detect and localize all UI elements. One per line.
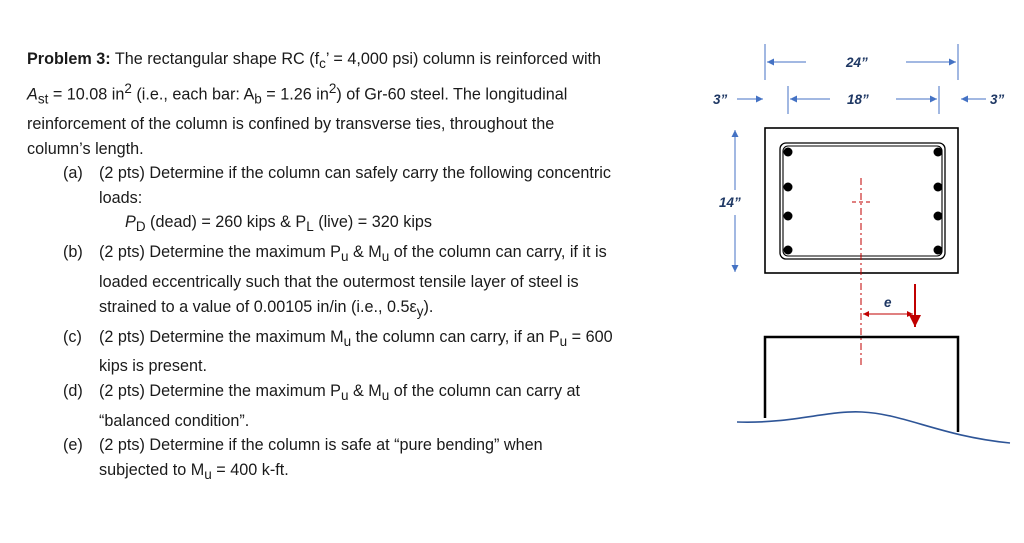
part-letter: (a): [63, 164, 83, 183]
part-sub: y: [416, 303, 424, 319]
intro-line-4: column’s length.: [27, 139, 144, 158]
part-line: kips is present.: [99, 357, 207, 376]
intro-sup: 2: [124, 80, 132, 96]
part-text: (2 pts) Determine the maximum P: [99, 243, 341, 262]
part-body: [99, 161, 707, 210]
part-line: loaded eccentrically such that the outermost tensile layer of steel is: [99, 273, 579, 292]
parts-list: [27, 161, 707, 488]
part-sub: u: [559, 333, 568, 349]
rebar: [784, 183, 793, 192]
dimension-label-14: 14”: [719, 195, 741, 210]
part-body: [99, 433, 707, 487]
part-text: subjected to M: [99, 460, 205, 479]
part-line: “balanced condition”.: [99, 411, 250, 430]
part-text: (2 pts) Determine the maximum M: [99, 327, 344, 346]
part-text: of the column can carry at: [389, 381, 581, 400]
part-line: (2 pts) Determine if the column can safely carry the following concentric: [99, 164, 611, 183]
part-line: [99, 458, 707, 488]
tie-inner: [783, 146, 942, 256]
intro-text: = 1.26 in: [261, 85, 329, 104]
intro-text: ) of Gr-60 steel. The longitudinal: [336, 85, 568, 104]
part-line: [99, 325, 707, 355]
part-text: & M: [348, 381, 382, 400]
intro-text: (i.e., each bar: A: [131, 85, 255, 104]
part-text: & M: [348, 243, 382, 262]
part-d: [63, 379, 707, 433]
intro-line-2: [27, 77, 707, 112]
part-e: [63, 433, 707, 487]
part-text: strained to a value of 0.00105 in/in (i.e., 0.5ε: [99, 297, 417, 316]
intro-text: ’ = 4,000 psi) column is reinforced with: [325, 50, 602, 68]
load-sub: L: [306, 219, 314, 235]
intro-sup: 2: [328, 80, 337, 96]
part-text: ).: [423, 297, 434, 316]
part-body: [99, 240, 707, 324]
part-text: = 600: [567, 327, 613, 346]
intro-sub: b: [254, 91, 262, 107]
part-letter: (c): [63, 327, 82, 346]
rebar: [934, 148, 943, 157]
part-line: [99, 240, 707, 270]
column-section-outline: [765, 128, 958, 273]
intro-text: A: [27, 85, 38, 104]
column-elevation: [765, 337, 958, 432]
dimension-label-24: 24”: [846, 55, 868, 70]
rebar: [934, 212, 943, 221]
dimension-label-18: 18”: [847, 92, 869, 107]
rebar: [784, 148, 793, 157]
problem-statement: [27, 47, 707, 488]
part-sub: u: [343, 333, 352, 349]
part-sub: u: [381, 249, 390, 265]
eccentricity-label: e: [884, 295, 892, 310]
dimension-label-3-left: 3”: [713, 92, 728, 107]
intro-sub: st: [37, 91, 49, 107]
part-body: [99, 325, 707, 379]
part-c: [63, 325, 707, 379]
part-text: the column can carry, if an P: [351, 327, 560, 346]
ground-line: [737, 412, 1010, 443]
tie-outer: [780, 143, 945, 259]
part-text: (2 pts) Determine the maximum P: [99, 381, 341, 400]
part-b: [63, 240, 707, 324]
load-text: (dead) = 260 kips & P: [145, 213, 307, 232]
part-text: of the column can carry, if it is: [389, 243, 607, 262]
intro-text: The rectangular shape RC (f: [110, 50, 320, 68]
dimension-label-3-right: 3”: [990, 92, 1005, 107]
intro-text: = 10.08 in: [48, 85, 125, 104]
part-letter: (e): [63, 436, 83, 455]
part-line: [99, 379, 707, 409]
part-letter: (b): [63, 243, 83, 262]
part-a: [63, 161, 707, 210]
load-sub: D: [135, 219, 146, 235]
part-line: [99, 295, 707, 325]
part-sub: u: [340, 388, 349, 404]
part-line: (2 pts) Determine if the column is safe at “pure bending” when: [99, 436, 543, 455]
part-sub: u: [204, 467, 212, 483]
intro-line-3: reinforcement of the column is confined by transverse ties, throughout the: [27, 115, 555, 134]
part-text: = 400 k-ft.: [211, 460, 289, 479]
intro-line-1: [27, 47, 707, 77]
rebar-group: [784, 148, 943, 255]
part-sub: u: [340, 249, 349, 265]
intro-sub: c: [319, 56, 326, 72]
rebar: [934, 183, 943, 192]
part-letter: (d): [63, 381, 83, 400]
part-line: loads:: [99, 188, 143, 207]
load-text: (live) = 320 kips: [313, 213, 433, 232]
loads-line: [125, 210, 707, 240]
rebar: [784, 246, 793, 255]
load-symbol: P: [125, 213, 136, 232]
part-body: [99, 379, 707, 433]
rebar: [934, 246, 943, 255]
rebar: [784, 212, 793, 221]
part-sub: u: [381, 388, 390, 404]
problem-heading: Problem 3:: [27, 50, 111, 68]
